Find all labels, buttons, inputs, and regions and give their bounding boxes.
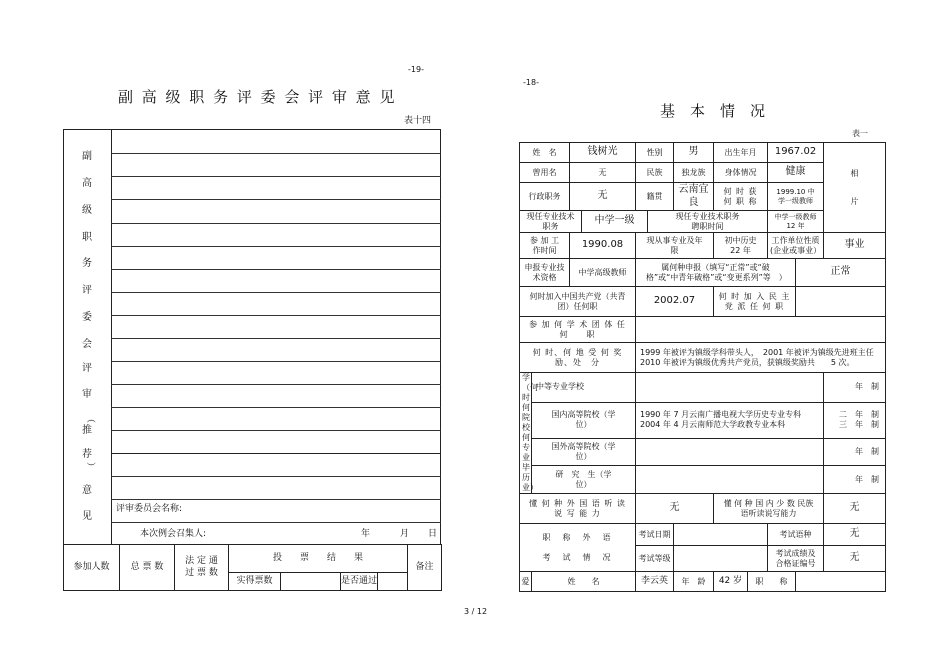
unit-nature-value[interactable]: 事业 bbox=[824, 233, 886, 259]
cur-qual-value[interactable]: 中学一级 bbox=[582, 211, 648, 233]
edu-secondary-value[interactable] bbox=[636, 373, 824, 403]
native-label: 籍贯 bbox=[636, 183, 674, 211]
left-review-frame bbox=[63, 129, 441, 545]
exam-date-value[interactable] bbox=[674, 524, 768, 546]
party2-label: 何 时 加 入 民 主 党 派 任 何 职 bbox=[714, 287, 796, 317]
ethnic-value[interactable]: 独龙族 bbox=[674, 163, 714, 183]
actual-votes-cell[interactable] bbox=[281, 573, 341, 591]
left-table-number: 表十四 bbox=[404, 116, 432, 126]
work-start-value[interactable]: 1990.08 bbox=[570, 233, 636, 259]
committee-sign-line bbox=[111, 522, 441, 523]
edu-secondary-label: 中等专业学校 bbox=[532, 373, 636, 403]
apply-qual-label: 申报专业技术资格 bbox=[520, 259, 570, 287]
left-vertical-label: 副 高 级 职 务 评 委 会 评 审 （ 推 荐 ） 意 见 bbox=[82, 151, 96, 522]
apply-qual-value[interactable]: 中学高级教师 bbox=[570, 259, 636, 287]
unit-nature-label: 工作单位性质(企业或事业） bbox=[768, 233, 824, 259]
exam-score-label: 考试成绩及合格证编号 bbox=[768, 546, 824, 572]
exam-level-value[interactable] bbox=[674, 546, 768, 572]
apply-type-value[interactable]: 正常 bbox=[796, 259, 886, 287]
exam-level-label: 考试等级 bbox=[636, 546, 674, 572]
cur-qual-label: 现任专业技术职务 bbox=[520, 211, 582, 233]
date-month: 月 bbox=[400, 529, 410, 539]
when-title-label: 何 时 获 何 职 称 bbox=[714, 183, 768, 211]
exam-score-value[interactable]: 无 bbox=[824, 546, 886, 572]
vote-result-header: 投 票 结 果 bbox=[229, 545, 408, 573]
date-year: 年 bbox=[361, 529, 371, 539]
health-label: 身体情况 bbox=[714, 163, 768, 183]
birth-label: 出生年月 bbox=[714, 143, 768, 163]
edu-grad-years: 年 制 bbox=[824, 466, 886, 494]
edu-secondary-years: 年 制 bbox=[824, 373, 886, 403]
spouse-name-label: 姓 名 bbox=[532, 572, 636, 592]
sex-value[interactable]: 男 bbox=[674, 143, 714, 163]
lang-value[interactable]: 无 bbox=[636, 494, 714, 524]
passed-header: 是否通过 bbox=[341, 573, 378, 591]
edu-domestic-value[interactable]: 1990 年 7 月云南广播电视大学历史专业专科 2004 年 4 月云南师范大学政教专业本科 bbox=[636, 402, 824, 438]
exam-lang-label: 考试语种 bbox=[768, 524, 824, 546]
party2-value[interactable] bbox=[796, 287, 886, 317]
total-votes-header: 总 票 数 bbox=[120, 545, 175, 591]
lang-label: 懂 何 种 外 国 语 听 读 说 写 能 力 bbox=[520, 494, 636, 524]
photo-box[interactable]: 相 片 bbox=[824, 143, 886, 233]
cur-hire-label: 现任专业技术职务聘职时间 bbox=[648, 211, 768, 233]
admin-post-value[interactable]: 无 bbox=[570, 183, 636, 211]
edu-foreign-label: 国外高等院校（学 位） bbox=[532, 438, 636, 466]
name-value[interactable]: 钱树光 bbox=[570, 143, 636, 163]
prof-years-value[interactable]: 初中历史 22 年 bbox=[714, 233, 768, 259]
former-name-label: 曾用名 bbox=[520, 163, 570, 183]
vote-table bbox=[63, 544, 442, 591]
ethnic-label: 民族 bbox=[636, 163, 674, 183]
spouse-title-label: 职 称 bbox=[748, 572, 796, 592]
title-lang-label: 职 称 外 语 考 试 情 况 bbox=[520, 524, 636, 572]
spouse-label: 爱 bbox=[520, 572, 532, 592]
admin-post-label: 行政职务 bbox=[520, 183, 570, 211]
work-start-label: 参 加 工作时间 bbox=[520, 233, 570, 259]
remark-header: 备注 bbox=[408, 545, 442, 591]
birth-value[interactable]: 1967.02 bbox=[768, 143, 824, 163]
award-label: 何 时、何 地 受 何 奖 励、处 分 bbox=[520, 343, 636, 373]
edu-foreign-years: 年 制 bbox=[824, 438, 886, 466]
edu-label: 学（何时何院校何专业毕历业） bbox=[520, 373, 532, 494]
party-label: 何时加入中国共产党（共青团）任何职 bbox=[520, 287, 636, 317]
actual-votes-header: 实得票数 bbox=[229, 573, 281, 591]
exam-date-label: 考试日期 bbox=[636, 524, 674, 546]
page-indicator: 3 / 12 bbox=[464, 607, 488, 616]
name-label: 姓 名 bbox=[520, 143, 570, 163]
apply-type-label: 属何种申报（填写“正常”或“破格”或“中青年破格”或“变更系列”等 ） bbox=[636, 259, 796, 287]
left-label-divider bbox=[111, 129, 112, 545]
spouse-age-label: 年 龄 bbox=[674, 572, 714, 592]
cur-hire-value[interactable]: 中学一级教师 12 年 bbox=[768, 211, 824, 233]
left-page-number: -19- bbox=[408, 65, 424, 74]
committee-name-label: 评审委员会名称: bbox=[116, 504, 183, 514]
convener-label: 本次例会召集人: bbox=[140, 529, 207, 539]
minority-lang-label: 懂 何 种 国 内 少 数 民族语听读说写能力 bbox=[714, 494, 824, 524]
minority-lang-value[interactable]: 无 bbox=[824, 494, 886, 524]
passed-cell[interactable] bbox=[378, 573, 408, 591]
former-name-value[interactable]: 无 bbox=[570, 163, 636, 183]
edu-domestic-years: 二 年 制 三 年 制 bbox=[824, 402, 886, 438]
when-title-value[interactable]: 1999.10 中学一级教师 bbox=[768, 183, 824, 211]
date-day: 日 bbox=[428, 529, 438, 539]
academic-label: 参 加 何 学 术 团 体 任 何 职 bbox=[520, 317, 636, 343]
basic-info-table bbox=[519, 142, 886, 592]
edu-grad-value[interactable] bbox=[636, 466, 824, 494]
right-table-number: 表一 bbox=[852, 129, 868, 138]
sex-label: 性别 bbox=[636, 143, 674, 163]
spouse-name-value[interactable]: 李云英 bbox=[636, 572, 674, 592]
edu-domestic-label: 国内高等院校（学 位） bbox=[532, 402, 636, 438]
academic-value[interactable] bbox=[636, 317, 886, 343]
left-page-title: 副 高 级 职 务 评 委 会 评 审 意 见 bbox=[118, 88, 397, 106]
right-page-number: -18- bbox=[523, 78, 539, 87]
spouse-title-value[interactable] bbox=[796, 572, 886, 592]
attendees-header: 参加人数 bbox=[64, 545, 120, 591]
edu-foreign-value[interactable] bbox=[636, 438, 824, 466]
legal-votes-header: 法 定 通 过 票 数 bbox=[175, 545, 229, 591]
health-value[interactable]: 健康 bbox=[768, 163, 824, 183]
award-value[interactable]: 1999 年被评为镇级学科带头人， 2001 年被评为镇级先进班主任 2010 年被评为镇级优秀共产党员，获镇级奖励共 5 次。 bbox=[636, 343, 886, 373]
spouse-age-value[interactable]: 42 岁 bbox=[714, 572, 748, 592]
prof-years-label: 现从事专业及年限 bbox=[636, 233, 714, 259]
right-page-title: 基 本 情 况 bbox=[660, 102, 766, 120]
edu-grad-label: 研 究 生（学 位） bbox=[532, 466, 636, 494]
party-value[interactable]: 2002.07 bbox=[636, 287, 714, 317]
native-value[interactable]: 云南宜良 bbox=[674, 183, 714, 211]
exam-lang-value[interactable]: 无 bbox=[824, 524, 886, 546]
